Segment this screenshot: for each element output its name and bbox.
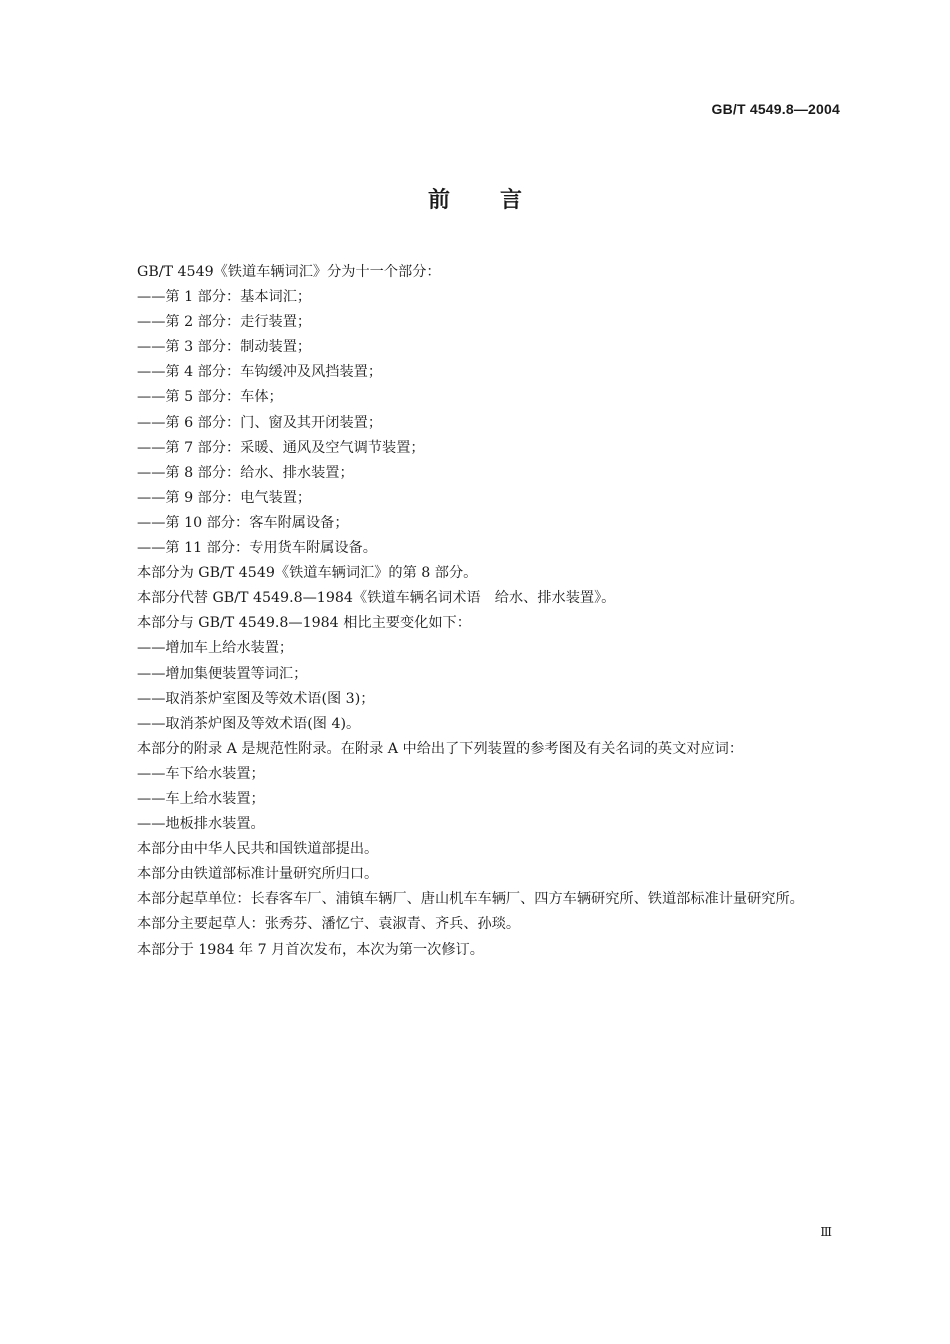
- title-char-2: 言: [500, 188, 523, 213]
- list-item: ——第 11 部分：专用货车附属设备。: [137, 540, 377, 557]
- paragraph: 本部分主要起草人：张秀芬、潘忆宁、袁淑青、齐兵、孙琰。: [137, 916, 521, 933]
- list-item: ——增加集便装置等词汇；: [137, 665, 308, 682]
- page-title: [0, 183, 950, 214]
- paragraph: 本部分于 1984 年 7 月首次发布，本次为第一次修订。: [137, 941, 484, 958]
- list-item: ——第 1 部分：基本词汇；: [137, 289, 312, 306]
- page-number: Ⅲ: [820, 1225, 832, 1239]
- list-item: ——第 10 部分：客车附属设备；: [137, 514, 349, 531]
- list-item: ——第 7 部分：采暖、通风及空气调节装置；: [137, 439, 425, 456]
- list-item: ——第 3 部分：制动装置；: [137, 339, 312, 356]
- paragraph: 本部分与 GB/T 4549.8—1984 相比主要变化如下：: [137, 615, 471, 632]
- list-item: ——车下给水装置；: [137, 765, 265, 782]
- list-item: ——第 6 部分：门、窗及其开闭装置；: [137, 414, 383, 431]
- list-item: ——第 2 部分：走行装置；: [137, 314, 312, 331]
- list-item: ——取消茶炉室图及等效术语(图 3)；: [137, 690, 375, 707]
- body-text: [109, 260, 844, 963]
- list-item: ——第 9 部分：电气装置；: [137, 489, 312, 506]
- paragraph: 本部分为 GB/T 4549《铁道车辆词汇》的第 8 部分。: [137, 565, 478, 582]
- paragraph: 本部分的附录 A 是规范性附录。在附录 A 中给出了下列装置的参考图及有关名词的英文对应词：: [137, 740, 744, 757]
- standard-code: GB/T 4549.8—2004: [711, 101, 840, 117]
- list-item: ——地板排水装置。: [137, 816, 265, 833]
- list-item: ——增加车上给水装置；: [137, 640, 294, 657]
- paragraph: GB/T 4549《铁道车辆词汇》分为十一个部分：: [137, 264, 441, 280]
- paragraph: 本部分由中华人民共和国铁道部提出。: [137, 841, 379, 858]
- list-item: ——第 4 部分：车钩缓冲及风挡装置；: [137, 364, 383, 381]
- list-item: ——第 5 部分：车体；: [137, 389, 283, 406]
- list-item: ——车上给水装置；: [137, 790, 265, 807]
- list-item: ——第 8 部分：给水、排水装置；: [137, 464, 354, 481]
- paragraph: 本部分由铁道部标准计量研究所归口。: [137, 866, 379, 883]
- title-char-1: 前: [427, 188, 450, 213]
- paragraph: 本部分代替 GB/T 4549.8—1984《铁道车辆名词术语 给水、排水装置》。: [137, 590, 616, 607]
- paragraph: 本部分起草单位：长春客车厂、浦镇车辆厂、唐山机车车辆厂、四方车辆研究所、铁道部标准计量研究所。: [137, 891, 804, 908]
- list-item: ——取消茶炉图及等效术语(图 4)。: [137, 715, 361, 732]
